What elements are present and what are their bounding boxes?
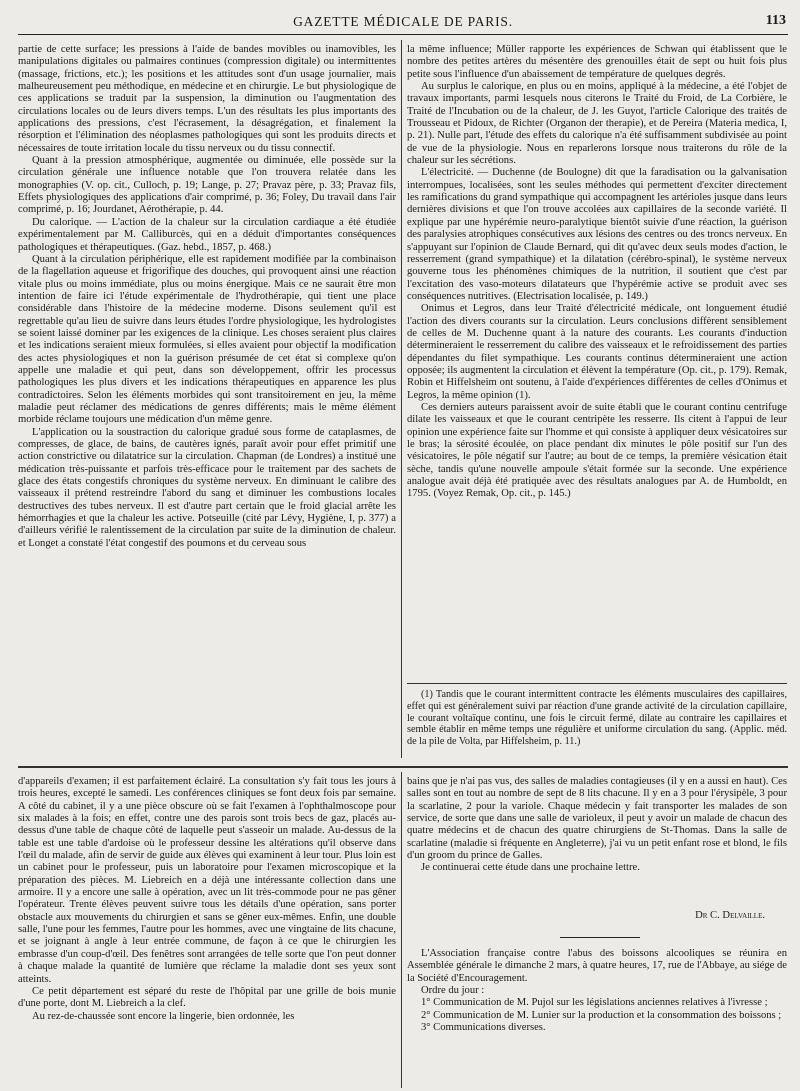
paragraph: Je continuerai cette étude dans une prochaine lettre. [421,862,640,874]
short-rule [560,937,640,938]
column-left-bottom [18,776,396,1088]
footnote-separator [407,683,787,684]
announcement [407,948,787,1088]
agenda-item: 2° Communication de M. Lunier sur la production et la consommation des boissons ; [421,1009,782,1021]
publication-title: GAZETTE MÉDICALE DE PARIS. [293,14,513,29]
paragraph: Ce petit département est séparé du reste de l'hôpital par une grille de bois munie d'une porte, dont M. Liebreich a la clef. [18,985,396,1010]
column-right-bottom [407,776,787,906]
column-divider [401,40,402,758]
agenda-item: 1° Communication de M. Pujol sur les législations anciennes relatives à l'ivresse ; [421,997,768,1009]
paragraph: L'électricité. — Duchenne (de Boulogne) dit que la faradisation ou la galvanisation interrompues, localisées, sont les seules méthodes qui permettent d'exciter directement les ramifications du grand sympathique qui accompagnent les artérioles jusque dans leurs dernières divisions et que l'on trouve accolées aux capillaires de la seconde variété. Il explique par une hypérémie neuro-paralytique bientôt suivie d'une réaction, la guérison des paralysies atrophiques consécutives aux lésions des centres ou des troncs nerveux. En s'appuyant sur l'opinion de Claude Bernard, qui dit qu'avec deux seuls modes d'action, le resserrement (grand sympathique) et la dilatation (cérébro-spinal), le système nerveux gouverne tous les phénomènes chimiques de la nutrition, il soutient que c'est par l'excitation des vaso-moteurs dilatateurs que l'hypérémie active se produit avec ses conséquences nutritives. (Electrisation localisée, p. 149.) [407,167,787,302]
column-right-top [407,44,787,676]
paragraph: Du calorique. — L'action de la chaleur sur la circulation cardiaque a été étudiée expérimentalement par M. Calliburcès, qui en a déduit d'importantes conséquences pathologiques et thérapeutiques. (Gaz. hebd., 1857, p. 468.) [18,216,396,253]
paragraph: d'appareils d'examen; il est parfaitement éclairé. La consultation s'y fait tous les jours à trois heures, excepté le samedi. Les conférences cliniques se font deux fois par semaine. A côté du cabinet, il y a une pièce obscure où se fait l'examen à l'ophthalmoscope pour six malades à la fois; en effet, contre une des parois sont trois becs de gaz, placés au-dessus d'une table de chaque côté de laquelle peut s'asseoir un malade. Au-dessus de la table est une table d'ardoise où le professeur dessine les altérations qu'il observe dans l'œil du malade, afin de servir de guide aux élèves qui examinent à leur tour. Plus loin est un cabinet pour le professeur, puis un laboratoire pour l'examen microscopique et la préparation des pièces. M. Liebreich en a déjà une intéressante collection dans une armoire. Il y a encore une salle à opération, avec un lit très-commode pour ne pas gêner l'opérateur. Trente élèves peuvent suivre tous les détails d'une opération, sans porter obstacle aux mouvements du chirurgien et sans se gêner eux-mêmes. Enfin, une double salle, l'une pour les femmes, l'autre pour les hommes, avec une vingtaine de lits chacune, et se joignant à angle à leur entrée commune, de façon à ce que le chirurgien les embrasse d'un coup-d'œil. Des fenêtres sont arrangées de telle sorte que l'on peut donner à chaque malade la quantité de lumière que réclame la maladie dont ses yeux sont atteints. [18,776,396,985]
signature-block [407,910,787,924]
paragraph: partie de cette surface; les pressions à l'aide de bandes movibles ou inamovibles, les manipulations digitales ou palmaires continues (compression digitale) ou intermittentes (massage, frictions, etc.); les positions et les attitudes sont d'un usage journalier, mais malheureusement peu méthodique, en médecine et en chirurgie. Le but physiologique de ces applications se traduit par la suspension, la diminution ou l'augmentation des circulations locales ou de leurs divers temps. L'un des résultats les plus importants des applications des pressions, c'est l'écrasement, la désagrégation, et finalement la résorption et l'élimination des néoplasmes pathologiques qui sont les produits directs et nécessaires de toute irritation locale du tissu nerveux ou du tissu connectif. [18,44,396,154]
footnote [407,689,787,755]
page-header [18,8,788,35]
paragraph: Quant à la circulation périphérique, elle est rapidement modifiée par la combinaison de la flagellation aqueuse et frigorifique des douches, qui provoquent ainsi une réaction vitale plus ou moins immédiate, plus ou moins énergique. Mais ce ne saurait être mon intention de faire ici l'étude expérimentale de l'hydrothérapie, qui tient une place considérable dans l'histoire de la médecine moderne. Disons seulement qu'il est regrettable qu'au lieu de suivre dans leurs études l'ordre physiologique, les hydrologistes se soient laissé dominer par les exigences de la clinique. Les choses seraient plus claires et les indications seraient mieux formulées, si elles avaient pour objectif la modification des actes physiologiques et non la guérison présumée de cet état si complexe qu'on appelle une maladie et qui peut, dans son développement, offrir les processus pathologiques les plus divers et les indications thérapeutiques en apparence les plus contradictoires. Selon les éléments morbides qui sont transitoirement en jeu, la même maladie peut réclamer des médications de genres différents; mais le même élément morbide réclame toujours une médication d'un même genre. [18,253,396,426]
paragraph: Ces derniers auteurs paraissent avoir de suite établi que le courant continu centrifuge dilate les vaisseaux et que le courant centripète les resserre. Ils citent à l'appui de leur opinion une expérience faite sur l'homme et qui consiste à appliquer deux vésicatoires sur le bras; la sérosité écoulée, on place pendant dix minutes le pôle positif sur l'un des vésicatoires, le pôle négatif sur l'autre; au bout de ce temps, la première vésication était sèche, tandis qu'une nouvelle ampoule s'était formée sur la seconde. Une expérience analogue avait déjà été pratiquée avec des résultats analogues par A. de Humboldt, en 1795. (Voyez Remak, Op. cit., p. 145.) [407,401,787,500]
agenda-label: Ordre du jour : [421,985,485,997]
paragraph: bains que je n'ai pas vus, des salles de maladies contagieuses (il y en a aussi en haut). Ces salles sont en tout au nombre de sept de 8 lits chacune. Il y en a 3 pour l'érysipèle, 3 pour la scarlatine, 2 pour la variole. Chaque médecin y fait transporter les malades de son service, de sorte que dans une salle de varioleux, il peut y avoir un malade de chacun des quatre médecins et de chacun des quatre chirurgiens de St-Thomas. Dans la salle de scarlatine (maladie si fréquente en Angleterre), j'ai vu un petit enfant rose et blond, le fils d'un groom du prince de Galles. [407,776,787,862]
paragraph: Quant à la pression atmosphérique, augmentée ou diminuée, elle possède sur la circulation générale une influence notable que l'on trouvera relatée dans les monographies (V. op. cit., Culloch, p. 19; Lange, p. 27; Pravaz père, p. 33; Pravaz fils, Effets physiologiques des applications d'air comprimé, p. 36; Foley, Du travail dans l'air comprimé, p. 16; Jourdanet, Aérothérapie, p. 44. [18,155,396,216]
agenda-item: 3° Communications diverses. [421,1022,546,1034]
page-number: 113 [765,13,786,28]
footnote-text: (1) Tandis que le courant intermittent contracte les éléments musculaires des capillaires, effet qui est généralement suivi par réaction d'une grande activité de la circulation capillaire, le courant voltaïque continu, une fois le circuit fermé, dilate au contraire les capillaires et semble établir en même temps une régulière et uniforme circulation du sang. (Applic. méd. de la pile de Volta, par Hiffelsheim, p. 11.) [407,689,787,748]
paragraph: Onimus et Legros, dans leur Traité d'électricité médicale, ont longuement étudié l'action des divers courants sur la circulation. Leurs conclusions diffèrent sensiblement de celles de M. Duchenne quant à la nature des courants. Les courants d'induction détermineraient le resserrement du calibre des vaisseaux et le refroidissement des parties dépendantes du filet sympathique. Les courants continus détermineraient une action opposée; ils augmentent la circulation et élèvent la température (Op. cit., p. 179). Remak, Robin et Hiffelsheim ont soutenu, à l'aide d'expériences différentes de celles d'Onimus et Legros, la même opinion (1). [407,303,787,401]
column-left-top [18,44,396,744]
paragraph: Au rez-de-chaussée sont encore la lingerie, bien ordonnée, les [32,1010,295,1022]
announcement-intro: L'Association française contre l'abus des boissons alcooliques se réunira en Assemblée générale le dimanche 2 mars, à quatre heures, 17, rue de l'Abbaye, au siége de la Société d'Encouragement. [407,948,787,984]
column-divider-lower [401,772,402,1088]
author-signature: Dr C. Delvaille. [695,910,765,921]
section-divider [18,766,788,768]
paragraph: Au surplus le calorique, en plus ou en moins, appliqué à la médecine, a été l'objet de travaux importants, parmi lesquels nous citerons le Traité du Froid, de La Corbière, le Traité de l'Incubation ou de la chaleur, de J. les Guyot, l'article Calorique des traités de Trousseau et Pidoux, de Richter (Organon der therapie), et de Pereira (Materia medica, I, p. 21). Nulle part, l'étude des effets du calorique n'a été suffisamment subdivisée au point de vue de la physiologie. Nous en reparlerons lorsque nous traiterons du rôle de la chaleur sur les sécrétions. [407,81,787,167]
paragraph: la même influence; Müller rapporte les expériences de Schwan qui établissent que le nombre des petites artères du mésentère des grenouilles était de sept ou huit fois plus petite sous l'influence d'un abaissement de température de quelques degrés. [407,44,787,80]
paragraph: L'application ou la soustraction du calorique gradué sous forme de cataplasmes, de compresses, de glace, de bains, de cautères ignés, paraît avoir pour effet primitif une action constrictive ou dilatatrice sur la circulation. Chapman (de Londres) a institué une médication très-puissante et parfois très-efficace pour le traitement par des sachets de glace des états congestifs chroniques du système nerveux. En diminuant le calibre des vaisseaux il prétend restreindre l'abord du sang et diminuer les combustions locales destructives des tubes nerveux. Il est d'autre part certain que le froid glacial arrête les hémorrhagies et que la chaleur les active. Potseuille (cité par Lévy, Hygiène, I, p. 377) a d'ailleurs vérifié le ralentissement de la circulation par suite de la diminution de chaleur. et Longet a constaté l'état congestif des poumons et du cerveau sous [18,426,396,549]
